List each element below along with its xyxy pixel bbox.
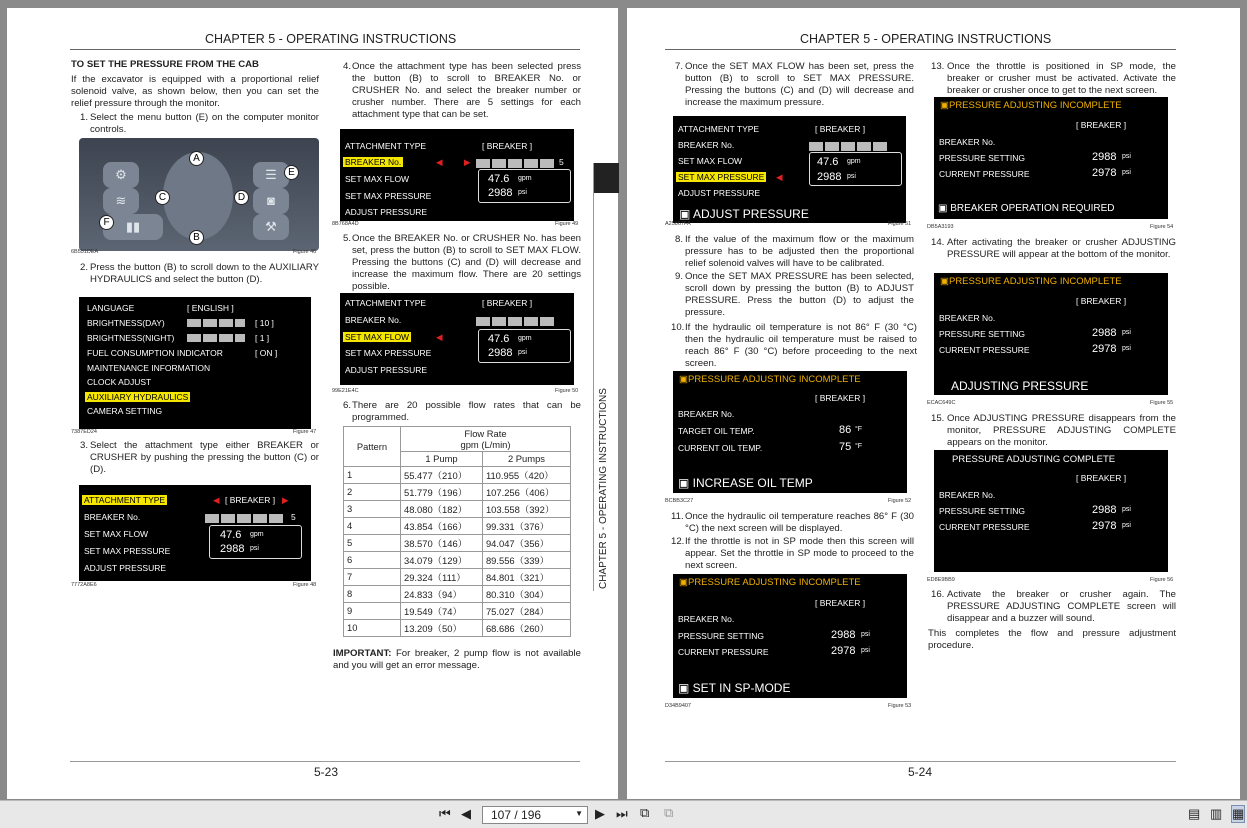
label-d: D	[234, 190, 249, 205]
banner-text: SET IN SP-MODE	[692, 681, 791, 695]
pressure-unit: psi	[1122, 329, 1131, 336]
step-number: 16.	[931, 589, 945, 600]
table-row	[344, 466, 571, 483]
step-number: 7.	[675, 61, 684, 72]
figure-label: Figure 51	[888, 221, 912, 227]
figure-code: D34B9407	[665, 703, 691, 709]
screen-value: [ BREAKER ]	[815, 124, 866, 134]
table-cell: 7	[344, 568, 401, 585]
screen-row: ADJUST PRESSURE	[678, 188, 761, 198]
monitor-keypad-image	[79, 138, 319, 251]
pressure-setting-value: 2988	[1092, 504, 1117, 516]
target-temp-value: 86	[839, 424, 852, 436]
screen-row: PRESSURE SETTING	[678, 631, 764, 641]
screen-title-text: PRESSURE ADJUSTING INCOMPLETE	[948, 276, 1122, 287]
screen-row: SET MAX FLOW	[84, 529, 149, 539]
pressure-unit: psi	[250, 545, 259, 552]
figure-label: Figure 50	[555, 388, 579, 394]
table-cell: 89.556（339）	[482, 551, 570, 568]
step-number: 14.	[931, 237, 945, 248]
dropdown-arrow-icon: ▼	[575, 809, 583, 818]
step-number: 6.	[343, 400, 352, 411]
pressure-unit: psi	[1122, 153, 1131, 160]
important-note	[333, 648, 581, 672]
menu-item-selected: AUXILIARY HYDRAULICS	[87, 392, 189, 402]
figure-code: A25867FA	[665, 221, 691, 227]
step-number: 3.	[80, 440, 89, 451]
screen-row-selected: BREAKER No.	[345, 157, 402, 167]
breaker-bars	[476, 317, 556, 326]
step-text: Select the attachment type either BREAKER or CRUSHER by pushing the pressing the button (C) or (D).	[90, 440, 319, 475]
screen-title	[940, 276, 1122, 287]
screen-row: BREAKER No.	[939, 490, 996, 500]
adjusting-pressure-screen	[934, 273, 1168, 395]
flow-value: 47.6	[488, 173, 510, 185]
table-cell: 2	[344, 483, 401, 500]
go-back-icon[interactable]: ⧉	[640, 805, 650, 820]
table-cell: 10	[344, 619, 401, 636]
figure-code: ED8E9BB9	[927, 577, 955, 583]
pressure-value: 2988	[488, 187, 513, 199]
info-icon: ▣	[679, 207, 694, 221]
first-page-icon[interactable]: ⏮	[439, 806, 451, 821]
screen-row: PRESSURE SETTING	[939, 153, 1025, 163]
table-row	[344, 619, 571, 636]
menu-value: [ ENGLISH ]	[187, 303, 234, 313]
pressure-value: 2988	[488, 347, 513, 359]
step-text: Once the attachment type has been selected press the button (B) to scroll to BREAKER No. or CRUSHER No. and select the breaker number or crusher number. There are 5 settings for each attachment type that can be set.	[352, 61, 581, 120]
menu-item: CLOCK ADJUST	[87, 377, 152, 387]
step-number: 2.	[80, 262, 89, 273]
pressure-unit: psi	[1122, 169, 1131, 176]
table-row	[344, 551, 571, 568]
menu-item: MAINTENANCE INFORMATION	[87, 363, 211, 373]
info-icon: ▣	[940, 276, 949, 287]
menu-value: [ 1 ]	[255, 333, 270, 343]
screen-banner	[938, 203, 1115, 214]
table-cell: 38.570（146）	[401, 534, 483, 551]
info-icon: ▣	[940, 100, 949, 111]
pressure-unit: psi	[861, 647, 870, 654]
menu-item: LANGUAGE	[87, 303, 135, 313]
pressure-unit: psi	[1122, 345, 1131, 352]
label-a: A	[189, 151, 204, 166]
chapter-header: CHAPTER 5 - OPERATING INSTRUCTIONS	[205, 32, 457, 46]
table-row	[344, 568, 571, 585]
screen-row: CURRENT PRESSURE	[939, 345, 1030, 355]
step-number: 13.	[931, 61, 945, 72]
figure-label: Figure 52	[888, 498, 912, 504]
banner-text: BREAKER OPERATION REQUIRED	[950, 203, 1115, 214]
pressure-setting-value: 2988	[1092, 327, 1117, 339]
flow-rate-label: Flow Rate	[464, 428, 507, 439]
step-text: After activating the breaker or crusher ADJUSTING PRESSURE will appear at the bottom of the monitor.	[947, 237, 1176, 260]
label-e: E	[284, 165, 299, 180]
screen-value: [ BREAKER ]	[482, 141, 533, 151]
table-row	[344, 483, 571, 500]
breaker-no-screen	[340, 129, 574, 221]
step-number: 1.	[80, 112, 89, 123]
step-text: If the throttle is not in SP mode then this screen will appear. Set the throttle in SP mode to proceed to the next screen.	[685, 536, 914, 571]
closing-paragraph: This completes the flow and pressure adjustment procedure.	[928, 628, 1176, 651]
figure-code: 7772A8E6	[71, 582, 97, 588]
screen-row: BREAKER No.	[939, 137, 996, 147]
pressure-unit: psi	[1122, 522, 1131, 529]
flow-units-label: gpm (L/min)	[460, 439, 511, 450]
table-cell: 19.549（74）	[401, 602, 483, 619]
attachment-screen	[79, 485, 311, 581]
brightness-bar	[187, 334, 245, 342]
table-row	[344, 585, 571, 602]
screen-row: ADJUST PRESSURE	[345, 207, 428, 217]
screen-row: ADJUST PRESSURE	[84, 563, 167, 573]
table-cell: 29.324（111）	[401, 568, 483, 585]
flow-unit: gpm	[518, 335, 532, 342]
label-b: B	[189, 230, 204, 245]
breaker-required-screen	[934, 97, 1168, 219]
side-tab-marker	[594, 163, 619, 193]
screen-row: CURRENT PRESSURE	[939, 169, 1030, 179]
washer-icon: ≋	[103, 188, 139, 214]
flow-unit: gpm	[250, 531, 264, 538]
table-cell: 107.256（406）	[482, 483, 570, 500]
arrow-left-icon: ◀	[436, 157, 443, 167]
step-text: There are 20 possible flow rates that can be programmed.	[352, 400, 581, 423]
table-cell: 99.331（376）	[482, 517, 570, 534]
flow-unit: gpm	[847, 158, 861, 165]
screen-row: SET MAX PRESSURE	[345, 348, 432, 358]
column-header-pattern: Pattern	[344, 427, 401, 467]
brightness-bar	[187, 319, 245, 327]
screen-row: ATTACHMENT TYPE	[345, 141, 427, 151]
screen-row: BREAKER No.	[345, 315, 402, 325]
menu-item: BRIGHTNESS(NIGHT)	[87, 333, 175, 343]
screen-row: SET MAX FLOW	[345, 174, 410, 184]
breaker-bars	[205, 514, 285, 523]
screen-row-selected: SET MAX FLOW	[345, 332, 410, 342]
flow-unit: gpm	[518, 175, 532, 182]
step-text: Once the SET MAX PRESSURE has been selected, scroll down by pressing the button (B) to ADJUST PRESSURE. Press the button (D) to adjust the pressure.	[685, 271, 914, 318]
table-cell: 24.833（94）	[401, 585, 483, 602]
step-number: 10.	[671, 322, 685, 333]
table-cell: 68.686（260）	[482, 619, 570, 636]
table-row	[344, 517, 571, 534]
step-text: Once the hydraulic oil temperature reaches 86° F (30 °C) the next screen will be displayed.	[685, 511, 914, 534]
temp-unit: °F	[855, 443, 863, 450]
pressure-unit: psi	[518, 349, 527, 356]
label-c: C	[155, 190, 170, 205]
table-cell: 9	[344, 602, 401, 619]
pressure-unit: psi	[861, 631, 870, 638]
screen-title-text: PRESSURE ADJUSTING INCOMPLETE	[948, 100, 1122, 111]
current-pressure-value: 2978	[1092, 343, 1117, 355]
current-pressure-value: 2978	[1092, 520, 1117, 532]
table-cell: 3	[344, 500, 401, 517]
step-number: 9.	[675, 271, 684, 282]
figure-code: 99E21E4C	[332, 388, 359, 394]
screen-row: BREAKER No.	[678, 614, 735, 624]
screen-row: ADJUST PRESSURE	[345, 365, 428, 375]
figure-label: Figure 54	[1150, 224, 1174, 230]
table-cell: 110.955（420）	[482, 466, 570, 483]
side-tab-label: CHAPTER 5 - OPERATING INSTRUCTIONS	[598, 388, 609, 589]
screen-row: BREAKER No.	[939, 313, 996, 323]
arrow-right-icon: ▶	[282, 495, 289, 505]
table-cell: 84.801（321）	[482, 568, 570, 585]
table-row	[344, 534, 571, 551]
column-header-flow	[401, 427, 571, 452]
arrow-left-icon: ◀	[213, 495, 220, 505]
pressure-setting-value: 2988	[1092, 151, 1117, 163]
flow-value: 47.6	[488, 333, 510, 345]
two-page-view-icon[interactable]: ▦	[1232, 806, 1245, 821]
figure-label: Figure 48	[293, 582, 317, 588]
screen-title-text: PRESSURE ADJUSTING INCOMPLETE	[687, 577, 861, 588]
menu-item: FUEL CONSUMPTION INDICATOR	[87, 348, 223, 358]
figure-code: ECAC649C	[927, 400, 956, 406]
table-row	[344, 500, 571, 517]
pressure-setting-value: 2988	[831, 629, 856, 641]
single-page-view-icon[interactable]: ▤	[1188, 806, 1201, 821]
screen-row-selected: SET MAX PRESSURE	[678, 172, 765, 182]
next-page-icon[interactable]: ▶	[595, 806, 605, 821]
step-number: 15.	[931, 413, 945, 424]
info-icon: ▣	[679, 577, 688, 588]
table-cell: 6	[344, 551, 401, 568]
previous-page-icon[interactable]: ◀	[461, 806, 471, 821]
step-text: Activate the breaker or crusher again. The PRESSURE ADJUSTING COMPLETE screen will disappear and a buzzer will sound.	[947, 589, 1176, 624]
bar-count: 5	[559, 157, 564, 167]
current-temp-value: 75	[839, 441, 852, 453]
menu-item: BRIGHTNESS(DAY)	[87, 318, 165, 328]
light-icons: ▮▮	[103, 214, 163, 240]
label-f: F	[99, 215, 114, 230]
menu-value: [ 10 ]	[255, 318, 274, 328]
flow-value: 47.6	[817, 156, 839, 168]
column-header-2pumps: 2 Pumps	[482, 452, 570, 467]
breaker-bars	[476, 159, 556, 168]
camera-icon: ◙	[253, 188, 289, 214]
screen-row: TARGET OIL TEMP.	[678, 426, 755, 436]
banner-text: INCREASE OIL TEMP	[692, 476, 813, 490]
figure-label: Figure 46	[293, 249, 317, 255]
screen-value: [ BREAKER ]	[1076, 120, 1127, 130]
screen-row: PRESSURE SETTING	[939, 329, 1025, 339]
screen-banner	[678, 681, 790, 695]
info-icon: ▣	[678, 681, 693, 695]
screen-value: [ BREAKER ]	[482, 298, 533, 308]
screen-row: BREAKER No.	[678, 140, 735, 150]
screen-row: SET MAX PRESSURE	[345, 191, 432, 201]
page-number: 5-23	[314, 765, 339, 779]
adjusting-complete-screen	[934, 450, 1168, 572]
table-cell: 43.854（166）	[401, 517, 483, 534]
figure-label: Figure 47	[293, 429, 317, 435]
step-text: If the hydraulic oil temperature is not 86° F (30 °C) then the hydraulic oil temperature must be raised to reach 86° F (30 °C) before proceeding to the next screen.	[685, 322, 917, 369]
screen-row: CURRENT PRESSURE	[678, 647, 769, 657]
pressure-unit: psi	[847, 173, 856, 180]
pressure-value: 2988	[817, 171, 842, 183]
pressure-value: 2988	[220, 543, 245, 555]
table-cell: 1	[344, 466, 401, 483]
info-icon: ▣	[938, 203, 951, 214]
table-cell: 48.080（182）	[401, 500, 483, 517]
page-number: 5-24	[908, 765, 933, 779]
figure-label: Figure 49	[555, 221, 579, 227]
oil-temp-screen	[673, 371, 907, 493]
screen-title-text: PRESSURE ADJUSTING COMPLETE	[952, 454, 1116, 465]
screen-value: [ BREAKER ]	[1076, 296, 1127, 306]
right-page	[627, 8, 1240, 799]
screen-row: SET MAX PRESSURE	[84, 546, 171, 556]
figure-code: 6B551DEA	[71, 249, 99, 255]
bar-count: 5	[291, 512, 296, 522]
screen-row: ATTACHMENT TYPE	[345, 298, 427, 308]
chapter-header: CHAPTER 5 - OPERATING INSTRUCTIONS	[800, 32, 1052, 46]
table-row	[344, 602, 571, 619]
table-cell: 80.310（304）	[482, 585, 570, 602]
flow-rate-table	[343, 426, 571, 637]
table-cell: 4	[344, 517, 401, 534]
screen-banner: ADJUSTING PRESSURE	[951, 379, 1089, 393]
menu-item: CAMERA SETTING	[87, 406, 163, 416]
info-icon: ▣	[678, 476, 693, 490]
screen-title	[679, 577, 861, 588]
table-cell: 55.477（210）	[401, 466, 483, 483]
step-text: Select the menu button (E) on the computer monitor controls.	[90, 112, 319, 135]
figure-label: Figure 53	[888, 703, 912, 709]
screen-row: BREAKER No.	[678, 409, 735, 419]
screen-value: [ BREAKER ]	[815, 598, 866, 608]
important-label: IMPORTANT:	[333, 648, 392, 659]
table-cell: 8	[344, 585, 401, 602]
screen-row: PRESSURE SETTING	[939, 506, 1025, 516]
table-cell: 94.047（356）	[482, 534, 570, 551]
set-max-pressure-screen	[673, 116, 906, 223]
current-pressure-value: 2978	[831, 645, 856, 657]
screen-row: ATTACHMENT TYPE	[678, 124, 760, 134]
figure-code: 7387ED24	[71, 429, 97, 435]
table-cell: 103.558（392）	[482, 500, 570, 517]
page-indicator: 107 / 196	[491, 808, 542, 822]
header-rule	[70, 49, 580, 50]
figure-code: 8B768A4D	[332, 221, 359, 227]
arrow-left-icon: ◀	[436, 332, 443, 342]
section-title: TO SET THE PRESSURE FROM THE CAB	[71, 59, 259, 70]
screen-value: [ BREAKER ]	[1076, 473, 1127, 483]
step-text: If the value of the maximum flow or the maximum pressure has to be adjusted then the proportional relief solenoid valves will have to be calibrated.	[685, 234, 914, 269]
last-page-icon[interactable]: ⏭	[616, 806, 628, 821]
page-number-input[interactable]	[482, 806, 588, 824]
set-max-flow-screen	[340, 293, 574, 385]
breaker-bars	[809, 142, 889, 151]
settings-icon: ⚒	[253, 214, 289, 240]
monitor-menu-screen	[79, 297, 311, 429]
table-cell: 5	[344, 534, 401, 551]
menu-value: [ ON ]	[255, 348, 278, 358]
footer-rule	[70, 761, 580, 762]
figure-label: Figure 55	[1150, 400, 1174, 406]
left-page	[7, 8, 618, 799]
screen-value: [ BREAKER ]	[225, 495, 276, 505]
screen-row: SET MAX FLOW	[678, 156, 743, 166]
flow-value: 47.6	[220, 529, 242, 541]
table-cell: 13.209（50）	[401, 619, 483, 636]
screen-value: [ BREAKER ]	[815, 393, 866, 403]
arrow-right-icon: ▶	[464, 157, 471, 167]
wiper-icon: ⚙	[103, 162, 139, 188]
screen-title	[940, 100, 1122, 111]
table-cell: 34.079（129）	[401, 551, 483, 568]
temp-unit: °F	[855, 426, 863, 433]
screen-row: CURRENT PRESSURE	[939, 522, 1030, 532]
figure-code: BCBB3C27	[665, 498, 694, 504]
screen-row-selected: ATTACHMENT TYPE	[84, 495, 166, 505]
figure-code: DB5A3193	[927, 224, 954, 230]
pressure-unit: psi	[518, 189, 527, 196]
footer-rule	[665, 761, 1176, 762]
info-icon: ▣	[679, 374, 688, 385]
screen-title-text: PRESSURE ADJUSTING INCOMPLETE	[687, 374, 861, 385]
screen-row: CURRENT OIL TEMP.	[678, 443, 763, 453]
step-text: Once ADJUSTING PRESSURE disappears from the monitor, PRESSURE ADJUSTING COMPLETE appears on the monitor.	[947, 413, 1176, 448]
screen-banner	[679, 207, 809, 221]
screen-title	[679, 374, 861, 385]
viewer-toolbar	[0, 800, 1247, 828]
step-number: 12.	[671, 536, 685, 547]
figure-label: Figure 56	[1150, 577, 1174, 583]
step-text: Once the BREAKER No. or CRUSHER No. has been set, press the button (B) to scroll to SET MAX FLOW. Pressing the buttons (C) and (D) will decrease and increase the maximum flow. There are 20 settings possible.	[352, 233, 581, 292]
banner-text: ADJUST PRESSURE	[693, 207, 809, 221]
table-cell: 51.779（196）	[401, 483, 483, 500]
arrow-left-icon: ◀	[776, 172, 783, 182]
current-pressure-value: 2978	[1092, 167, 1117, 179]
pressure-unit: psi	[1122, 506, 1131, 513]
table-cell: 75.027（284）	[482, 602, 570, 619]
step-number: 11.	[671, 511, 684, 522]
important-text: For breaker, 2 pump flow is not available and you will get an error message.	[333, 648, 581, 671]
column-header-1pump: 1 Pump	[401, 452, 483, 467]
sp-mode-screen	[673, 574, 907, 698]
continuous-view-icon[interactable]: ▥	[1210, 806, 1223, 821]
step-number: 5.	[343, 233, 352, 244]
step-text: Press the button (B) to scroll down to the AUXILIARY HYDRAULICS and select the button (D).	[90, 262, 319, 285]
menu-icon: ☰	[253, 162, 289, 188]
screen-row: BREAKER No.	[84, 512, 141, 522]
step-number: 4.	[343, 61, 352, 72]
intro-paragraph: If the excavator is equipped with a proportional relief solenoid valve, as shown below, then you can set the relief pressure through the monitor.	[71, 74, 319, 109]
chapter-side-tab	[593, 163, 618, 591]
go-forward-icon[interactable]: ⧉	[664, 805, 674, 820]
header-rule	[665, 49, 1176, 50]
step-text: Once the throttle is positioned in SP mode, the breaker or crusher must be activated. Activate the breaker or crusher once to get to the next screen.	[947, 61, 1176, 96]
step-number: 8.	[675, 234, 684, 245]
step-text: Once the SET MAX FLOW has been set, press the button (B) to scroll to SET MAX PRESSURE. Pressing the buttons (C) and (D) will decrease and increase the maximum pressure.	[685, 61, 914, 108]
screen-banner	[678, 476, 813, 490]
